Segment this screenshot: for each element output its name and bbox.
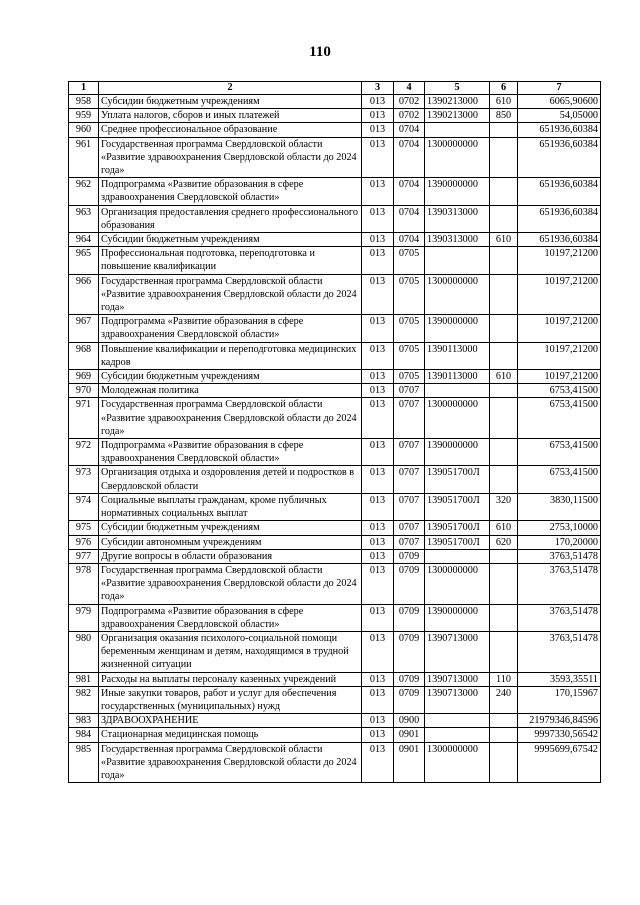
table-row bbox=[69, 109, 601, 123]
section-code: 0705 bbox=[394, 342, 425, 369]
row-description: Иные закупки товаров, работ и услуг для обеспечения государственных (муниципальных) нужд bbox=[99, 686, 362, 713]
section-code: 0707 bbox=[394, 493, 425, 520]
row-number: 967 bbox=[69, 315, 99, 342]
header-cell: 1 bbox=[69, 82, 99, 95]
row-description: Государственная программа Свердловской области «Развитие здравоохранения Свердловской области до 2024 года» bbox=[99, 563, 362, 604]
table-row bbox=[69, 205, 601, 232]
section-code: 0705 bbox=[394, 274, 425, 315]
section-code: 0702 bbox=[394, 109, 425, 123]
section-code: 0704 bbox=[394, 233, 425, 247]
target-article: 1390313000 bbox=[425, 205, 490, 232]
expense-type bbox=[490, 342, 518, 369]
target-article: 1300000000 bbox=[425, 742, 490, 783]
amount: 651936,60384 bbox=[518, 178, 601, 205]
header-cell: 5 bbox=[425, 82, 490, 95]
row-description: Субсидии автономным учреждениям bbox=[99, 535, 362, 549]
row-description: Повышение квалификации и переподготовка медицинских кадров bbox=[99, 342, 362, 369]
row-description: Организация предоставления среднего профессионального образования bbox=[99, 205, 362, 232]
admin-code: 013 bbox=[362, 342, 394, 369]
row-number: 981 bbox=[69, 672, 99, 686]
expense-type bbox=[490, 728, 518, 742]
table-row bbox=[69, 137, 601, 178]
admin-code: 013 bbox=[362, 466, 394, 493]
amount: 10197,21200 bbox=[518, 370, 601, 384]
row-description: Социальные выплаты гражданам, кроме публичных нормативных социальных выплат bbox=[99, 493, 362, 520]
admin-code: 013 bbox=[362, 672, 394, 686]
section-code: 0900 bbox=[394, 714, 425, 728]
row-description: Государственная программа Свердловской области «Развитие здравоохранения Свердловской области до 2024 года» bbox=[99, 742, 362, 783]
amount: 651936,60384 bbox=[518, 137, 601, 178]
amount: 3763,51478 bbox=[518, 604, 601, 631]
target-article: 1390000000 bbox=[425, 315, 490, 342]
expense-type bbox=[490, 439, 518, 466]
table-row bbox=[69, 604, 601, 631]
admin-code: 013 bbox=[362, 686, 394, 713]
expense-type bbox=[490, 137, 518, 178]
expense-type: 610 bbox=[490, 370, 518, 384]
row-number: 958 bbox=[69, 95, 99, 109]
expense-type bbox=[490, 178, 518, 205]
target-article: 139051700Л bbox=[425, 466, 490, 493]
amount: 6753,41500 bbox=[518, 384, 601, 398]
expense-type bbox=[490, 742, 518, 783]
row-number: 962 bbox=[69, 178, 99, 205]
row-description: Организация отдыха и оздоровления детей и подростков в Свердловской области bbox=[99, 466, 362, 493]
row-description: Стационарная медицинская помощь bbox=[99, 728, 362, 742]
row-number: 980 bbox=[69, 631, 99, 672]
row-description: ЗДРАВООХРАНЕНИЕ bbox=[99, 714, 362, 728]
header-cell: 6 bbox=[490, 82, 518, 95]
admin-code: 013 bbox=[362, 728, 394, 742]
target-article: 1390313000 bbox=[425, 233, 490, 247]
admin-code: 013 bbox=[362, 274, 394, 315]
target-article bbox=[425, 384, 490, 398]
table-row bbox=[69, 686, 601, 713]
row-number: 984 bbox=[69, 728, 99, 742]
target-article: 1390000000 bbox=[425, 178, 490, 205]
amount: 170,20000 bbox=[518, 535, 601, 549]
budget-table bbox=[68, 81, 601, 783]
expense-type: 610 bbox=[490, 521, 518, 535]
row-description: Подпрограмма «Развитие образования в сфере здравоохранения Свердловской области» bbox=[99, 315, 362, 342]
section-code: 0707 bbox=[394, 521, 425, 535]
expense-type bbox=[490, 466, 518, 493]
row-number: 971 bbox=[69, 398, 99, 439]
admin-code: 013 bbox=[362, 178, 394, 205]
expense-type bbox=[490, 563, 518, 604]
target-article bbox=[425, 123, 490, 137]
table-row bbox=[69, 493, 601, 520]
section-code: 0709 bbox=[394, 563, 425, 604]
section-code: 0702 bbox=[394, 95, 425, 109]
admin-code: 013 bbox=[362, 233, 394, 247]
amount: 3763,51478 bbox=[518, 549, 601, 563]
amount: 6065,90600 bbox=[518, 95, 601, 109]
row-description: Субсидии бюджетным учреждениям bbox=[99, 521, 362, 535]
section-code: 0704 bbox=[394, 178, 425, 205]
admin-code: 013 bbox=[362, 247, 394, 274]
expense-type bbox=[490, 205, 518, 232]
table-row bbox=[69, 274, 601, 315]
target-article: 1300000000 bbox=[425, 137, 490, 178]
row-number: 963 bbox=[69, 205, 99, 232]
row-description: Субсидии бюджетным учреждениям bbox=[99, 370, 362, 384]
row-number: 961 bbox=[69, 137, 99, 178]
target-article: 139051700Л bbox=[425, 535, 490, 549]
row-number: 982 bbox=[69, 686, 99, 713]
section-code: 0709 bbox=[394, 686, 425, 713]
admin-code: 013 bbox=[362, 563, 394, 604]
table-row bbox=[69, 714, 601, 728]
target-article: 1390000000 bbox=[425, 439, 490, 466]
target-article bbox=[425, 728, 490, 742]
row-description: Профессиональная подготовка, переподготовка и повышение квалификации bbox=[99, 247, 362, 274]
header-cell: 7 bbox=[518, 82, 601, 95]
table-row bbox=[69, 535, 601, 549]
amount: 651936,60384 bbox=[518, 233, 601, 247]
header-cell: 3 bbox=[362, 82, 394, 95]
amount: 6753,41500 bbox=[518, 398, 601, 439]
table-row bbox=[69, 398, 601, 439]
section-code: 0707 bbox=[394, 466, 425, 493]
admin-code: 013 bbox=[362, 631, 394, 672]
expense-type bbox=[490, 274, 518, 315]
page-number: 110 bbox=[309, 44, 331, 60]
amount: 3763,51478 bbox=[518, 563, 601, 604]
target-article: 139051700Л bbox=[425, 521, 490, 535]
expense-type: 620 bbox=[490, 535, 518, 549]
section-code: 0707 bbox=[394, 398, 425, 439]
amount: 9997330,56542 bbox=[518, 728, 601, 742]
section-code: 0709 bbox=[394, 631, 425, 672]
section-code: 0709 bbox=[394, 604, 425, 631]
table-row bbox=[69, 123, 601, 137]
row-description: Уплата налогов, сборов и иных платежей bbox=[99, 109, 362, 123]
expense-type: 610 bbox=[490, 233, 518, 247]
admin-code: 013 bbox=[362, 535, 394, 549]
row-description: Другие вопросы в области образования bbox=[99, 549, 362, 563]
admin-code: 013 bbox=[362, 398, 394, 439]
expense-type bbox=[490, 604, 518, 631]
admin-code: 013 bbox=[362, 95, 394, 109]
section-code: 0705 bbox=[394, 247, 425, 274]
row-number: 985 bbox=[69, 742, 99, 783]
expense-type: 110 bbox=[490, 672, 518, 686]
section-code: 0707 bbox=[394, 384, 425, 398]
admin-code: 013 bbox=[362, 109, 394, 123]
admin-code: 013 bbox=[362, 315, 394, 342]
row-number: 979 bbox=[69, 604, 99, 631]
row-number: 959 bbox=[69, 109, 99, 123]
table-row bbox=[69, 178, 601, 205]
admin-code: 013 bbox=[362, 370, 394, 384]
amount: 3763,51478 bbox=[518, 631, 601, 672]
amount: 6753,41500 bbox=[518, 466, 601, 493]
row-number: 960 bbox=[69, 123, 99, 137]
target-article: 1390113000 bbox=[425, 342, 490, 369]
section-code: 0704 bbox=[394, 123, 425, 137]
target-article: 1390113000 bbox=[425, 370, 490, 384]
row-description: Подпрограмма «Развитие образования в сфере здравоохранения Свердловской области» bbox=[99, 178, 362, 205]
target-article: 1390713000 bbox=[425, 631, 490, 672]
expense-type bbox=[490, 398, 518, 439]
row-description: Государственная программа Свердловской области «Развитие здравоохранения Свердловской области до 2024 года» bbox=[99, 398, 362, 439]
section-code: 0901 bbox=[394, 742, 425, 783]
row-number: 972 bbox=[69, 439, 99, 466]
admin-code: 013 bbox=[362, 439, 394, 466]
amount: 21979346,84596 bbox=[518, 714, 601, 728]
section-code: 0709 bbox=[394, 549, 425, 563]
table-row bbox=[69, 247, 601, 274]
table-row bbox=[69, 563, 601, 604]
expense-type bbox=[490, 123, 518, 137]
row-number: 978 bbox=[69, 563, 99, 604]
row-number: 983 bbox=[69, 714, 99, 728]
table-row bbox=[69, 95, 601, 109]
row-description: Субсидии бюджетным учреждениям bbox=[99, 95, 362, 109]
target-article: 1390713000 bbox=[425, 672, 490, 686]
row-number: 965 bbox=[69, 247, 99, 274]
amount: 10197,21200 bbox=[518, 274, 601, 315]
row-number: 968 bbox=[69, 342, 99, 369]
expense-type: 240 bbox=[490, 686, 518, 713]
section-code: 0704 bbox=[394, 205, 425, 232]
admin-code: 013 bbox=[362, 521, 394, 535]
target-article: 1390713000 bbox=[425, 686, 490, 713]
row-description: Подпрограмма «Развитие образования в сфере здравоохранения Свердловской области» bbox=[99, 439, 362, 466]
amount: 170,15967 bbox=[518, 686, 601, 713]
amount: 9995699,67542 bbox=[518, 742, 601, 783]
table-row bbox=[69, 728, 601, 742]
row-description: Молодежная политика bbox=[99, 384, 362, 398]
admin-code: 013 bbox=[362, 123, 394, 137]
amount: 10197,21200 bbox=[518, 342, 601, 369]
table-row bbox=[69, 439, 601, 466]
expense-type bbox=[490, 247, 518, 274]
expense-type bbox=[490, 384, 518, 398]
row-number: 974 bbox=[69, 493, 99, 520]
target-article: 1300000000 bbox=[425, 563, 490, 604]
table-row bbox=[69, 549, 601, 563]
table-row bbox=[69, 742, 601, 783]
admin-code: 013 bbox=[362, 205, 394, 232]
amount: 6753,41500 bbox=[518, 439, 601, 466]
expense-type: 850 bbox=[490, 109, 518, 123]
target-article: 1300000000 bbox=[425, 398, 490, 439]
admin-code: 013 bbox=[362, 742, 394, 783]
target-article: 139051700Л bbox=[425, 493, 490, 520]
section-code: 0707 bbox=[394, 535, 425, 549]
amount: 54,05000 bbox=[518, 109, 601, 123]
expense-type: 320 bbox=[490, 493, 518, 520]
table-row bbox=[69, 466, 601, 493]
amount: 3830,11500 bbox=[518, 493, 601, 520]
table-row bbox=[69, 370, 601, 384]
target-article bbox=[425, 714, 490, 728]
row-description: Расходы на выплаты персоналу казенных учреждений bbox=[99, 672, 362, 686]
admin-code: 013 bbox=[362, 493, 394, 520]
section-code: 0901 bbox=[394, 728, 425, 742]
row-number: 966 bbox=[69, 274, 99, 315]
row-description: Среднее профессиональное образование bbox=[99, 123, 362, 137]
admin-code: 013 bbox=[362, 384, 394, 398]
row-number: 976 bbox=[69, 535, 99, 549]
row-description: Государственная программа Свердловской области «Развитие здравоохранения Свердловской области до 2024 года» bbox=[99, 137, 362, 178]
target-article: 1390000000 bbox=[425, 604, 490, 631]
table-row bbox=[69, 672, 601, 686]
expense-type bbox=[490, 631, 518, 672]
row-number: 970 bbox=[69, 384, 99, 398]
row-description: Подпрограмма «Развитие образования в сфере здравоохранения Свердловской области» bbox=[99, 604, 362, 631]
section-code: 0705 bbox=[394, 370, 425, 384]
expense-type bbox=[490, 549, 518, 563]
section-code: 0707 bbox=[394, 439, 425, 466]
admin-code: 013 bbox=[362, 137, 394, 178]
table-row bbox=[69, 521, 601, 535]
amount: 10197,21200 bbox=[518, 247, 601, 274]
expense-type bbox=[490, 714, 518, 728]
amount: 651936,60384 bbox=[518, 123, 601, 137]
admin-code: 013 bbox=[362, 604, 394, 631]
header-cell: 4 bbox=[394, 82, 425, 95]
table-row bbox=[69, 631, 601, 672]
header-cell: 2 bbox=[99, 82, 362, 95]
row-number: 973 bbox=[69, 466, 99, 493]
row-description: Организация оказания психолого-социальной помощи беременным женщинам и детям, находящимся в трудной жизненной ситуации bbox=[99, 631, 362, 672]
table-row bbox=[69, 315, 601, 342]
target-article: 1390213000 bbox=[425, 109, 490, 123]
section-code: 0709 bbox=[394, 672, 425, 686]
row-description: Субсидии бюджетным учреждениям bbox=[99, 233, 362, 247]
table-header-row bbox=[69, 82, 601, 95]
table-row bbox=[69, 384, 601, 398]
row-number: 977 bbox=[69, 549, 99, 563]
expense-type bbox=[490, 315, 518, 342]
target-article: 1300000000 bbox=[425, 274, 490, 315]
row-number: 975 bbox=[69, 521, 99, 535]
target-article bbox=[425, 549, 490, 563]
amount: 651936,60384 bbox=[518, 205, 601, 232]
section-code: 0705 bbox=[394, 315, 425, 342]
section-code: 0704 bbox=[394, 137, 425, 178]
table-row bbox=[69, 233, 601, 247]
target-article bbox=[425, 247, 490, 274]
target-article: 1390213000 bbox=[425, 95, 490, 109]
row-description: Государственная программа Свердловской области «Развитие здравоохранения Свердловской области до 2024 года» bbox=[99, 274, 362, 315]
table-row bbox=[69, 342, 601, 369]
row-number: 964 bbox=[69, 233, 99, 247]
admin-code: 013 bbox=[362, 549, 394, 563]
row-number: 969 bbox=[69, 370, 99, 384]
table-body bbox=[69, 95, 601, 783]
amount: 2753,10000 bbox=[518, 521, 601, 535]
admin-code: 013 bbox=[362, 714, 394, 728]
expense-type: 610 bbox=[490, 95, 518, 109]
amount: 10197,21200 bbox=[518, 315, 601, 342]
amount: 3593,35511 bbox=[518, 672, 601, 686]
